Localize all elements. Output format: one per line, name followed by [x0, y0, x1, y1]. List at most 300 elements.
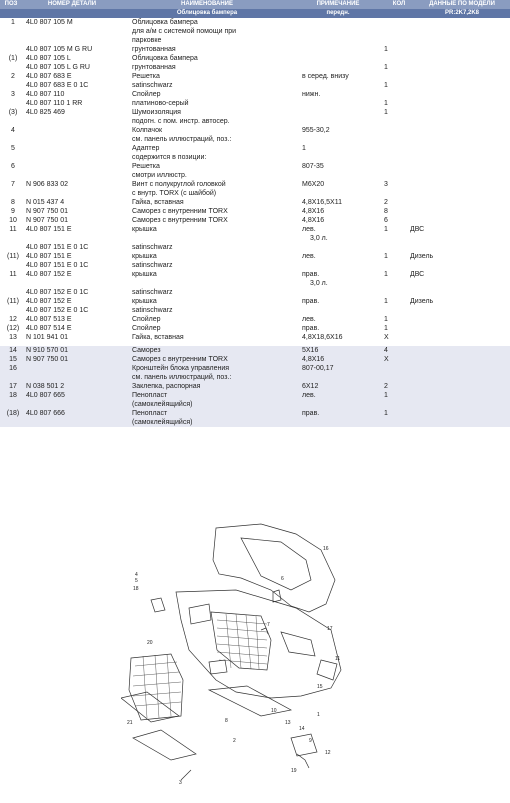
row-note [302, 315, 384, 324]
row-name [132, 252, 302, 261]
row-qty: 1 [384, 297, 410, 306]
row-model [410, 243, 510, 252]
row-note [302, 198, 384, 207]
row-part-number: N 101 941 01 [26, 333, 132, 342]
row-qty: 1 [384, 324, 410, 333]
row-part-number: N 907 750 01 [26, 216, 132, 225]
row-name-line: satinschwarz [132, 244, 173, 251]
row-name-line: крышка [132, 253, 157, 260]
row-name [132, 324, 302, 333]
row-note [302, 108, 384, 126]
row-name [132, 72, 302, 81]
row-name [132, 333, 302, 342]
row-model [410, 144, 510, 162]
row-pos: (1) [0, 54, 26, 63]
diagram-label-18: 18 [133, 586, 139, 592]
row-qty [384, 162, 410, 180]
row-model [410, 108, 510, 126]
row-note [302, 306, 384, 315]
row-note-line: 4,8X16 [302, 217, 325, 224]
row-part-number: N 910 570 01 [26, 346, 132, 355]
table-row [0, 54, 510, 63]
row-note-line: прав. [302, 271, 320, 278]
row-part-number: 4L0 807 151 E [26, 252, 132, 261]
row-pos [0, 288, 26, 297]
bracket [291, 734, 317, 756]
row-model [410, 180, 510, 198]
row-pos: 14 [0, 346, 26, 355]
row-pos: 17 [0, 382, 26, 391]
row-pos: 11 [0, 270, 26, 288]
row-model [410, 261, 510, 270]
row-note-line: 5X16 [302, 347, 319, 354]
row-part-number: N 907 750 01 [26, 207, 132, 216]
row-name [132, 216, 302, 225]
row-note [302, 270, 384, 288]
row-name [132, 180, 302, 198]
row-name-line: Саморез [132, 347, 161, 354]
row-model [410, 54, 510, 63]
row-note-line: 807-00,17 [302, 365, 334, 372]
section-title: Облицовка бампера [176, 10, 238, 16]
row-part-number: 4L0 807 152 E [26, 297, 132, 306]
row-qty [384, 126, 410, 144]
row-part-number: 4L0 807 151 E 0 1C [26, 261, 132, 270]
row-name-line: Пенопласт [132, 392, 168, 399]
row-note [302, 90, 384, 99]
row-name-line: Гайка, вставная [132, 199, 184, 206]
row-note [302, 243, 384, 252]
row-note [302, 207, 384, 216]
table-row [0, 126, 510, 144]
row-name-line: (самоклейящийся) [132, 401, 193, 408]
diagram-label-9: 9 [309, 738, 312, 744]
row-part-number: 4L0 807 151 E [26, 225, 132, 243]
diagram-label-21: 21 [127, 720, 133, 726]
row-part-number: 4L0 807 514 E [26, 324, 132, 333]
row-pos: 18 [0, 391, 26, 409]
row-note-line: нижн. [302, 91, 321, 98]
diagram-label-20: 20 [147, 640, 153, 646]
row-qty [384, 306, 410, 315]
row-model [410, 63, 510, 72]
row-pos: 6 [0, 162, 26, 180]
row-part-number: N 906 833 02 [26, 180, 132, 198]
row-note [302, 382, 384, 391]
row-name-line: satinschwarz [132, 82, 173, 89]
row-part-number: 4L0 807 513 E [26, 315, 132, 324]
row-pos: (3) [0, 108, 26, 126]
grille-lines [217, 614, 267, 669]
diagram-label-12: 12 [325, 750, 331, 756]
row-note [302, 54, 384, 63]
row-pos: 1 [0, 18, 26, 45]
row-name-line: Решетка [132, 163, 160, 170]
row-model [410, 45, 510, 54]
row-name [132, 288, 302, 297]
row-pos: 16 [0, 364, 26, 382]
section-model: PR:2K7,2K8 [444, 10, 479, 16]
row-note [302, 63, 384, 72]
row-part-number: 4L0 807 151 E 0 1C [26, 243, 132, 252]
row-note-line: 4,8X16 [302, 208, 325, 215]
parts-table [0, 18, 510, 342]
table-row [0, 198, 510, 207]
row-note-line: прав. [302, 298, 320, 305]
row-part-number: 4L0 807 152 E 0 1C [26, 288, 132, 297]
row-pos [0, 45, 26, 54]
row-note [302, 355, 384, 364]
diagram-label-5: 5 [135, 578, 138, 584]
row-note-line: 4,8X16 [302, 356, 325, 363]
row-qty [384, 90, 410, 99]
row-note [302, 261, 384, 270]
row-note [302, 126, 384, 144]
table-row [0, 306, 510, 315]
diagram-label-6: 6 [281, 576, 284, 582]
row-qty: 1 [384, 270, 410, 288]
row-qty: X [384, 333, 410, 342]
row-pos [0, 243, 26, 252]
row-name [132, 54, 302, 63]
diagram-label-1: 1 [317, 712, 320, 718]
row-part-number [26, 364, 132, 382]
row-note [302, 225, 384, 243]
row-name-line: Саморез с внутренним TORX [132, 356, 228, 363]
row-qty: 1 [384, 252, 410, 261]
row-note-line: M6X20 [302, 181, 325, 188]
row-part-number: 4L0 807 683 E [26, 72, 132, 81]
row-qty: 6 [384, 216, 410, 225]
row-part-number [26, 162, 132, 180]
row-name-line: satinschwarz [132, 307, 173, 314]
row-part-number: 4L0 807 665 [26, 391, 132, 409]
row-note-line: 4,8X16,5X11 [302, 199, 342, 206]
row-note [302, 409, 384, 427]
row-model: ДВС [410, 270, 510, 288]
row-name-line: satinschwarz [132, 289, 173, 296]
diagram-label-17: 17 [327, 626, 333, 632]
table-row [0, 355, 510, 364]
row-pos: 4 [0, 126, 26, 144]
row-pos: 11 [0, 225, 26, 243]
row-part-number: N 907 750 01 [26, 355, 132, 364]
row-name [132, 144, 302, 162]
row-name-line: Адаптер [132, 145, 160, 152]
row-model [410, 216, 510, 225]
body-outline [213, 524, 335, 612]
table-row [0, 72, 510, 81]
table-row [0, 207, 510, 216]
row-qty [384, 144, 410, 162]
row-name-line: грунтованная [132, 64, 176, 71]
section-subheader [0, 9, 510, 18]
col-model: ДАННЫЕ ПО МОДЕЛИ [429, 1, 495, 7]
row-name [132, 364, 302, 382]
parts-table-continued [0, 346, 510, 427]
table-row [0, 81, 510, 90]
row-name [132, 126, 302, 144]
row-part-number: 4L0 807 683 E 0 1C [26, 81, 132, 90]
row-name [132, 355, 302, 364]
row-name [132, 45, 302, 54]
row-note [302, 333, 384, 342]
row-note [302, 288, 384, 297]
diagram-label-16: 16 [323, 546, 329, 552]
row-pos [0, 306, 26, 315]
table-row [0, 144, 510, 162]
row-model [410, 324, 510, 333]
row-part-number [26, 126, 132, 144]
row-name [132, 18, 302, 45]
row-part-number: 4L0 825 469 [26, 108, 132, 126]
table-row [0, 270, 510, 288]
table-row [0, 324, 510, 333]
row-name [132, 162, 302, 180]
row-note-line: прав. [302, 410, 320, 417]
col-qty: КОЛ [392, 1, 406, 7]
diagram-label-13: 13 [285, 720, 291, 726]
row-model [410, 288, 510, 297]
headlight-right [281, 632, 315, 656]
row-note [302, 216, 384, 225]
row-qty: 1 [384, 63, 410, 72]
row-name-line: крышка [132, 271, 157, 278]
row-name-line: Кронштейн блока управления [132, 365, 230, 372]
row-model [410, 333, 510, 342]
row-note-line: 955-30,2 [302, 127, 330, 134]
row-name-line: подогн. с пом. инстр. автосер. [132, 118, 230, 125]
row-name [132, 108, 302, 126]
row-name [132, 391, 302, 409]
table-row [0, 243, 510, 252]
row-part-number: 4L0 807 110 [26, 90, 132, 99]
row-name [132, 207, 302, 216]
table-row [0, 333, 510, 342]
row-name [132, 297, 302, 306]
row-name [132, 261, 302, 270]
row-name [132, 63, 302, 72]
row-note [302, 144, 384, 162]
row-pos: 8 [0, 198, 26, 207]
row-part-number: 4L0 807 105 L [26, 54, 132, 63]
row-name-line: satinschwarz [132, 262, 173, 269]
row-pos: (18) [0, 409, 26, 427]
col-note: ПРИМЕЧАНИЕ [316, 1, 360, 7]
row-name-line: смотри иллюстр. [132, 172, 187, 179]
row-part-number: 4L0 807 152 E 0 1C [26, 306, 132, 315]
row-pos: 9 [0, 207, 26, 216]
diagram-label-2: 2 [233, 738, 236, 744]
row-name-line: Колпачок [132, 127, 163, 134]
row-name-line: Саморез с внутренним TORX [132, 217, 228, 224]
row-qty: 2 [384, 198, 410, 207]
diagram-label-8: 8 [225, 718, 228, 724]
row-model [410, 90, 510, 99]
table-row [0, 364, 510, 382]
diagram-label-19: 19 [291, 768, 297, 774]
table-row [0, 45, 510, 54]
row-pos [0, 81, 26, 90]
row-pos [0, 261, 26, 270]
bumper-cover [176, 590, 341, 698]
table-header [0, 0, 510, 9]
row-qty [384, 72, 410, 81]
table-row [0, 252, 510, 261]
row-note-line: прав. [302, 325, 320, 332]
row-name-line: содержится в позиции: [132, 154, 207, 161]
table-row [0, 261, 510, 270]
row-part-number: 4L0 807 105 M G RU [26, 45, 132, 54]
table-row [0, 346, 510, 355]
row-name-line: Пенопласт [132, 410, 168, 417]
row-model [410, 306, 510, 315]
row-name-line: см. панель иллюстраций, поз.: [132, 136, 232, 143]
row-note [302, 81, 384, 90]
diagram-label-15: 15 [317, 684, 323, 690]
row-qty: 1 [384, 81, 410, 90]
col-name: НАИМЕНОВАНИЕ [181, 1, 233, 7]
row-pos [0, 63, 26, 72]
row-note [302, 45, 384, 54]
row-note [302, 364, 384, 382]
row-name-line: Облицовка бампера [132, 19, 198, 26]
row-note-line: лев. [302, 392, 316, 399]
row-qty [384, 54, 410, 63]
row-qty: 1 [384, 45, 410, 54]
row-note-line: 4,8X18,6X16 [302, 334, 343, 341]
row-part-number: 4L0 807 110 1 RR [26, 99, 132, 108]
diagram-label-7: 7 [267, 622, 270, 628]
row-pos [0, 99, 26, 108]
row-qty: 8 [384, 207, 410, 216]
row-name-line: с внутр. TORX (с шайбой) [132, 190, 217, 197]
row-note [302, 297, 384, 306]
row-pos: 12 [0, 315, 26, 324]
row-pos: 10 [0, 216, 26, 225]
table-row [0, 409, 510, 427]
row-note-line: лев. [302, 226, 316, 233]
row-part-number: 4L0 807 152 E [26, 270, 132, 288]
diagram-label-10: 10 [271, 708, 277, 714]
row-note [302, 72, 384, 81]
row-pos: 7 [0, 180, 26, 198]
row-qty: 2 [384, 382, 410, 391]
row-note [302, 391, 384, 409]
row-model [410, 382, 510, 391]
row-name [132, 225, 302, 243]
row-name-line: Решетка [132, 73, 160, 80]
exploded-diagram [121, 520, 347, 798]
row-model [410, 72, 510, 81]
table-row [0, 225, 510, 243]
row-part-number [26, 144, 132, 162]
row-model [410, 315, 510, 324]
bumper-diagram-svg [121, 520, 347, 798]
diagram-label-11: 11 [335, 656, 341, 662]
row-model [410, 18, 510, 45]
row-pos: 15 [0, 355, 26, 364]
row-model [410, 126, 510, 144]
row-part-number: 4L0 807 666 [26, 409, 132, 427]
row-qty: 1 [384, 108, 410, 126]
row-qty [384, 243, 410, 252]
table-row [0, 18, 510, 45]
row-note [302, 252, 384, 261]
row-qty [384, 18, 410, 45]
row-qty: 1 [384, 391, 410, 409]
table-row [0, 63, 510, 72]
diagram-label-3: 3 [179, 780, 182, 786]
row-note-line: в серед. внизу [302, 73, 349, 80]
diagram-label-4: 4 [135, 572, 138, 578]
table-row [0, 99, 510, 108]
row-part-number: 4L0 807 105 M [26, 18, 132, 45]
row-pos: (12) [0, 324, 26, 333]
row-name-line: Заклепка, распорная [132, 383, 201, 390]
row-name [132, 243, 302, 252]
row-name [132, 382, 302, 391]
table-row [0, 315, 510, 324]
row-note [302, 180, 384, 198]
table-row [0, 180, 510, 198]
row-part-number: N 038 501 2 [26, 382, 132, 391]
row-name [132, 306, 302, 315]
row-note [302, 346, 384, 355]
row-name [132, 409, 302, 427]
row-name-line: см. панель иллюстраций, поз.: [132, 374, 232, 381]
section-note: передн. [326, 10, 350, 16]
row-note-line: 807-35 [302, 163, 324, 170]
row-note [302, 99, 384, 108]
row-name-line: грунтованная [132, 46, 176, 53]
row-model: Дизель [410, 297, 510, 306]
row-part-number: 4L0 807 105 L G RU [26, 63, 132, 72]
side-cover [317, 660, 337, 680]
row-note [302, 324, 384, 333]
col-pos: ПОЗ [4, 1, 18, 7]
row-qty: 1 [384, 409, 410, 427]
row-model: ДВС [410, 225, 510, 243]
fog-cover-left [209, 660, 227, 674]
row-note-line: 3,0 л. [310, 280, 328, 287]
row-model [410, 391, 510, 409]
table-row [0, 382, 510, 391]
row-model [410, 162, 510, 180]
lower-spoiler [209, 686, 291, 716]
diagram-label-14: 14 [299, 726, 305, 732]
row-model [410, 364, 510, 382]
row-name-line: парковке [132, 37, 162, 44]
row-note [302, 18, 384, 45]
table-row [0, 162, 510, 180]
row-name-line: крышка [132, 298, 157, 305]
row-name [132, 90, 302, 99]
row-name [132, 99, 302, 108]
table-row [0, 288, 510, 297]
row-name [132, 315, 302, 324]
row-qty [384, 364, 410, 382]
row-note-line: лев. [302, 316, 316, 323]
row-name-line: Спойлер [132, 325, 161, 332]
row-note-line: 1 [302, 145, 306, 152]
row-note-line: лев. [302, 253, 316, 260]
row-qty: X [384, 355, 410, 364]
row-qty: 1 [384, 315, 410, 324]
row-name-line: Спойлер [132, 91, 161, 98]
row-name-line: Гайка, вставная [132, 334, 184, 341]
row-name-line: Спойлер [132, 316, 161, 323]
